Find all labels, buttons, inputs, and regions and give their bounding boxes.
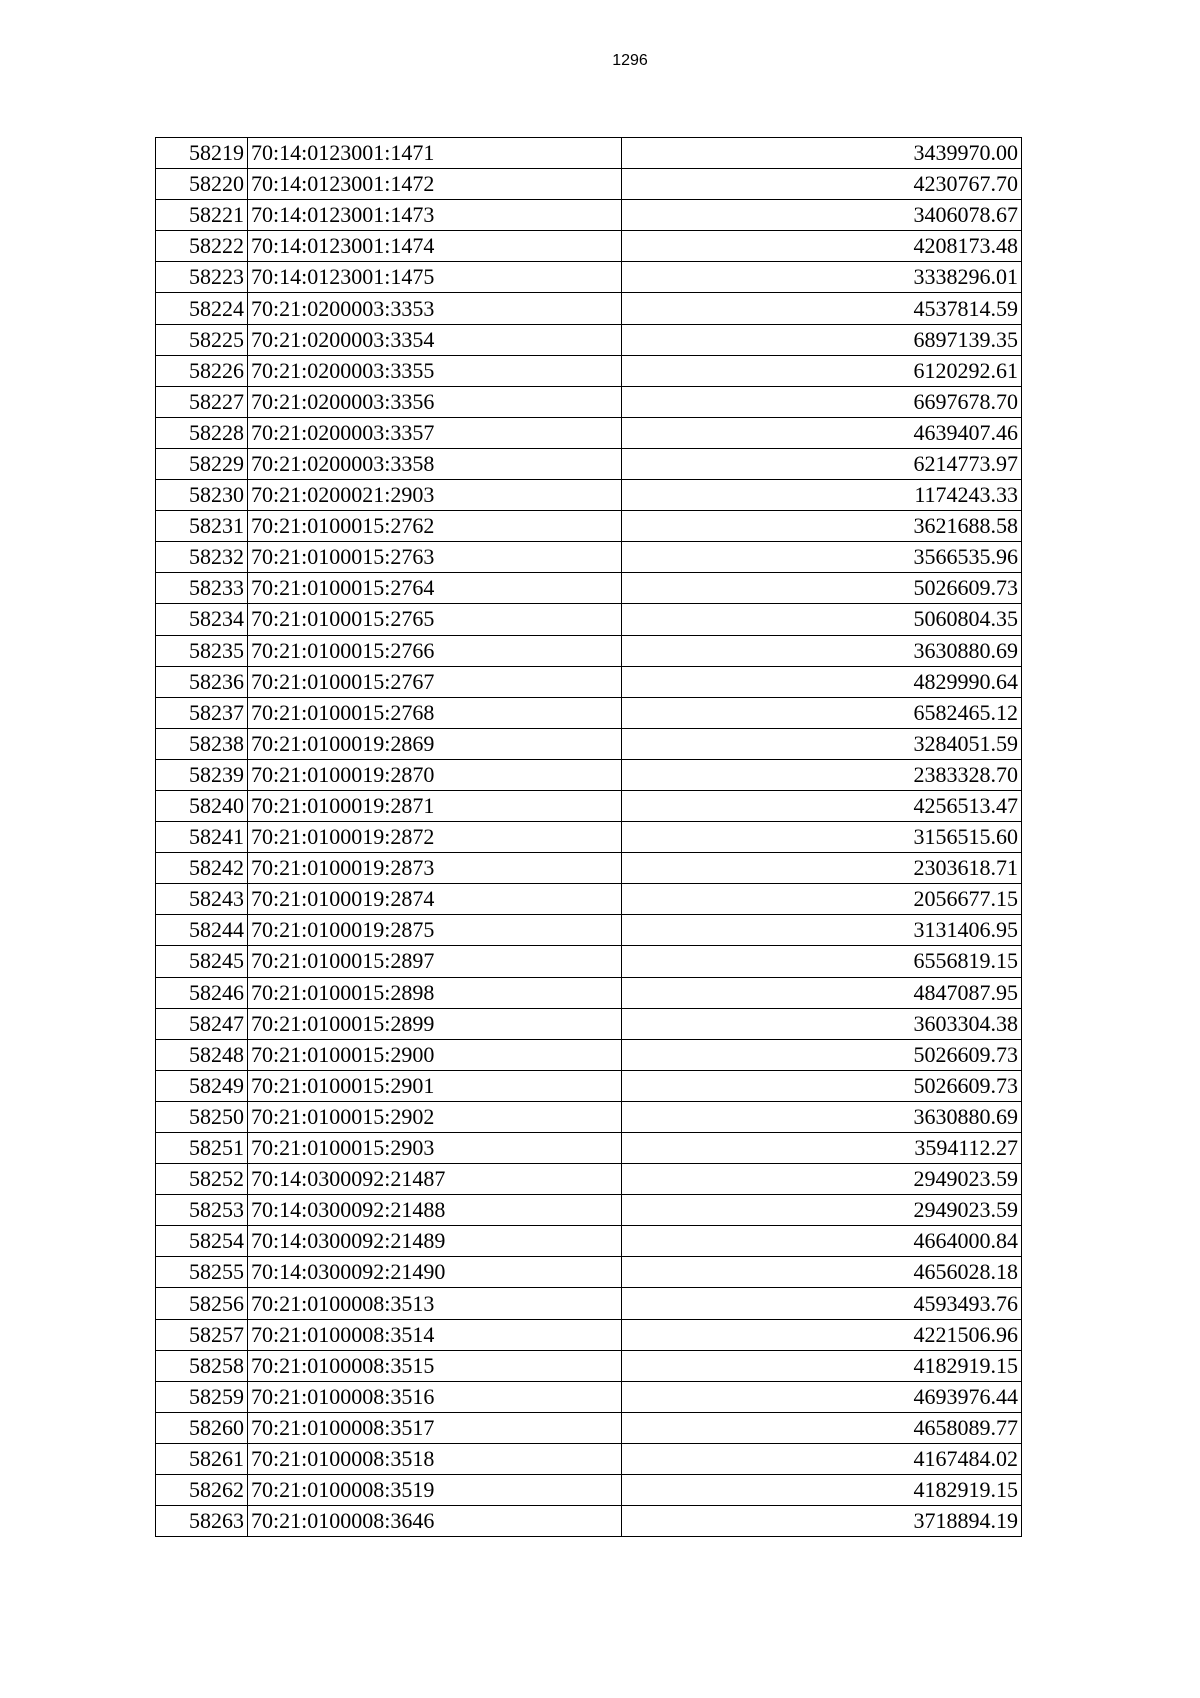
- cadastral-value-table: [155, 137, 1022, 1537]
- table-row: [156, 511, 1022, 542]
- table-row: [156, 1443, 1022, 1474]
- cadastral-number-cell: 70:21:0100015:2766: [248, 635, 622, 666]
- table-row: [156, 697, 1022, 728]
- row-number-cell: 58237: [156, 697, 248, 728]
- table-row: [156, 1381, 1022, 1412]
- cadastral-value-cell: 4182919.15: [622, 1350, 1022, 1381]
- row-number-cell: 58233: [156, 573, 248, 604]
- cadastral-value-cell: 5026609.73: [622, 1039, 1022, 1070]
- table-row: [156, 790, 1022, 821]
- table-row: [156, 1195, 1022, 1226]
- cadastral-number-cell: 70:21:0100019:2872: [248, 822, 622, 853]
- table-row: [156, 666, 1022, 697]
- cadastral-number-cell: 70:21:0100015:2899: [248, 1008, 622, 1039]
- row-number-cell: 58256: [156, 1288, 248, 1319]
- cadastral-value-cell: 2949023.59: [622, 1164, 1022, 1195]
- cadastral-value-cell: 3603304.38: [622, 1008, 1022, 1039]
- cadastral-value-cell: 6556819.15: [622, 946, 1022, 977]
- cadastral-number-cell: 70:21:0100015:2901: [248, 1070, 622, 1101]
- cadastral-value-cell: 1174243.33: [622, 480, 1022, 511]
- cadastral-number-cell: 70:14:0300092:21488: [248, 1195, 622, 1226]
- cadastral-number-cell: 70:21:0100019:2869: [248, 728, 622, 759]
- table-row: [156, 635, 1022, 666]
- table-row: [156, 853, 1022, 884]
- row-number-cell: 58229: [156, 448, 248, 479]
- row-number-cell: 58258: [156, 1350, 248, 1381]
- cadastral-number-cell: 70:21:0100015:2767: [248, 666, 622, 697]
- row-number-cell: 58221: [156, 200, 248, 231]
- row-number-cell: 58230: [156, 480, 248, 511]
- row-number-cell: 58223: [156, 262, 248, 293]
- cadastral-value-cell: 4230767.70: [622, 169, 1022, 200]
- table-row: [156, 1133, 1022, 1164]
- cadastral-value-cell: 2056677.15: [622, 884, 1022, 915]
- row-number-cell: 58220: [156, 169, 248, 200]
- cadastral-number-cell: 70:21:0100015:2764: [248, 573, 622, 604]
- table-row: [156, 1101, 1022, 1132]
- row-number-cell: 58248: [156, 1039, 248, 1070]
- cadastral-number-cell: 70:21:0100019:2871: [248, 790, 622, 821]
- cadastral-number-cell: 70:21:0100015:2768: [248, 697, 622, 728]
- cadastral-value-cell: 4656028.18: [622, 1257, 1022, 1288]
- table-row: [156, 1475, 1022, 1506]
- table-row: [156, 728, 1022, 759]
- table-row: [156, 604, 1022, 635]
- cadastral-number-cell: 70:21:0100015:2902: [248, 1101, 622, 1132]
- cadastral-value-cell: 3621688.58: [622, 511, 1022, 542]
- page-number: 1296: [612, 52, 648, 69]
- cadastral-number-cell: 70:21:0200003:3356: [248, 386, 622, 417]
- row-number-cell: 58232: [156, 542, 248, 573]
- cadastral-value-cell: 4221506.96: [622, 1319, 1022, 1350]
- cadastral-number-cell: 70:21:0200003:3355: [248, 355, 622, 386]
- row-number-cell: 58219: [156, 138, 248, 169]
- table-row: [156, 915, 1022, 946]
- cadastral-number-cell: 70:21:0100008:3646: [248, 1506, 622, 1537]
- cadastral-value-cell: 2949023.59: [622, 1195, 1022, 1226]
- cadastral-number-cell: 70:21:0100015:2763: [248, 542, 622, 573]
- table-row: [156, 324, 1022, 355]
- cadastral-value-cell: 3630880.69: [622, 635, 1022, 666]
- cadastral-number-cell: 70:14:0300092:21489: [248, 1226, 622, 1257]
- cadastral-number-cell: 70:21:0100015:2903: [248, 1133, 622, 1164]
- table-row: [156, 480, 1022, 511]
- cadastral-number-cell: 70:14:0300092:21487: [248, 1164, 622, 1195]
- cadastral-value-cell: 6697678.70: [622, 386, 1022, 417]
- row-number-cell: 58246: [156, 977, 248, 1008]
- cadastral-value-cell: 4256513.47: [622, 790, 1022, 821]
- table-row: [156, 822, 1022, 853]
- cadastral-value-cell: 5060804.35: [622, 604, 1022, 635]
- row-number-cell: 58241: [156, 822, 248, 853]
- cadastral-number-cell: 70:21:0100008:3515: [248, 1350, 622, 1381]
- table-row: [156, 977, 1022, 1008]
- row-number-cell: 58227: [156, 386, 248, 417]
- row-number-cell: 58228: [156, 417, 248, 448]
- cadastral-value-cell: 4537814.59: [622, 293, 1022, 324]
- row-number-cell: 58238: [156, 728, 248, 759]
- cadastral-value-cell: 3131406.95: [622, 915, 1022, 946]
- table-row: [156, 1319, 1022, 1350]
- cadastral-number-cell: 70:21:0200003:3358: [248, 448, 622, 479]
- table-row: [156, 1070, 1022, 1101]
- cadastral-value-cell: 3439970.00: [622, 138, 1022, 169]
- cadastral-number-cell: 70:14:0123001:1471: [248, 138, 622, 169]
- row-number-cell: 58244: [156, 915, 248, 946]
- cadastral-value-cell: 4658089.77: [622, 1412, 1022, 1443]
- cadastral-value-cell: 6120292.61: [622, 355, 1022, 386]
- table-row: [156, 138, 1022, 169]
- row-number-cell: 58225: [156, 324, 248, 355]
- row-number-cell: 58242: [156, 853, 248, 884]
- cadastral-value-cell: 2383328.70: [622, 759, 1022, 790]
- cadastral-number-cell: 70:14:0123001:1473: [248, 200, 622, 231]
- cadastral-number-cell: 70:21:0100019:2875: [248, 915, 622, 946]
- cadastral-number-cell: 70:21:0200003:3353: [248, 293, 622, 324]
- table-row: [156, 542, 1022, 573]
- row-number-cell: 58249: [156, 1070, 248, 1101]
- table-row: [156, 1288, 1022, 1319]
- row-number-cell: 58240: [156, 790, 248, 821]
- table-row: [156, 573, 1022, 604]
- table-row: [156, 293, 1022, 324]
- cadastral-number-cell: 70:21:0200021:2903: [248, 480, 622, 511]
- cadastral-number-cell: 70:21:0100015:2900: [248, 1039, 622, 1070]
- table-row: [156, 169, 1022, 200]
- row-number-cell: 58261: [156, 1443, 248, 1474]
- row-number-cell: 58254: [156, 1226, 248, 1257]
- row-number-cell: 58235: [156, 635, 248, 666]
- row-number-cell: 58259: [156, 1381, 248, 1412]
- table-row: [156, 1506, 1022, 1537]
- cadastral-value-cell: 4664000.84: [622, 1226, 1022, 1257]
- cadastral-value-cell: 4639407.46: [622, 417, 1022, 448]
- table-row: [156, 1008, 1022, 1039]
- cadastral-number-cell: 70:21:0100019:2874: [248, 884, 622, 915]
- row-number-cell: 58262: [156, 1475, 248, 1506]
- cadastral-value-cell: 3284051.59: [622, 728, 1022, 759]
- table-row: [156, 231, 1022, 262]
- cadastral-value-cell: 4167484.02: [622, 1443, 1022, 1474]
- cadastral-value-cell: 3406078.67: [622, 200, 1022, 231]
- cadastral-number-cell: 70:21:0100015:2898: [248, 977, 622, 1008]
- cadastral-value-cell: 4208173.48: [622, 231, 1022, 262]
- table-row: [156, 1039, 1022, 1070]
- row-number-cell: 58226: [156, 355, 248, 386]
- row-number-cell: 58236: [156, 666, 248, 697]
- cadastral-value-cell: 6582465.12: [622, 697, 1022, 728]
- cadastral-number-cell: 70:14:0123001:1474: [248, 231, 622, 262]
- table-row: [156, 759, 1022, 790]
- cadastral-number-cell: 70:21:0200003:3357: [248, 417, 622, 448]
- cadastral-number-cell: 70:21:0100008:3516: [248, 1381, 622, 1412]
- cadastral-number-cell: 70:21:0100008:3513: [248, 1288, 622, 1319]
- cadastral-number-cell: 70:21:0100015:2762: [248, 511, 622, 542]
- row-number-cell: 58257: [156, 1319, 248, 1350]
- cadastral-value-cell: 4829990.64: [622, 666, 1022, 697]
- table-row: [156, 200, 1022, 231]
- cadastral-value-cell: 2303618.71: [622, 853, 1022, 884]
- table-row: [156, 884, 1022, 915]
- cadastral-value-cell: 6897139.35: [622, 324, 1022, 355]
- table-row: [156, 1164, 1022, 1195]
- cadastral-number-cell: 70:14:0123001:1472: [248, 169, 622, 200]
- row-number-cell: 58245: [156, 946, 248, 977]
- cadastral-value-cell: 3566535.96: [622, 542, 1022, 573]
- table-row: [156, 1226, 1022, 1257]
- table-row: [156, 1350, 1022, 1381]
- cadastral-number-cell: 70:14:0300092:21490: [248, 1257, 622, 1288]
- table-row: [156, 386, 1022, 417]
- cadastral-value-cell: 4182919.15: [622, 1475, 1022, 1506]
- cadastral-value-cell: 3338296.01: [622, 262, 1022, 293]
- cadastral-number-cell: 70:21:0100008:3519: [248, 1475, 622, 1506]
- cadastral-value-cell: 5026609.73: [622, 1070, 1022, 1101]
- row-number-cell: 58243: [156, 884, 248, 915]
- cadastral-value-cell: 4847087.95: [622, 977, 1022, 1008]
- row-number-cell: 58253: [156, 1195, 248, 1226]
- row-number-cell: 58260: [156, 1412, 248, 1443]
- cadastral-value-cell: 3594112.27: [622, 1133, 1022, 1164]
- row-number-cell: 58234: [156, 604, 248, 635]
- cadastral-value-cell: 4593493.76: [622, 1288, 1022, 1319]
- row-number-cell: 58251: [156, 1133, 248, 1164]
- cadastral-value-cell: 3156515.60: [622, 822, 1022, 853]
- cadastral-number-cell: 70:21:0100015:2765: [248, 604, 622, 635]
- row-number-cell: 58252: [156, 1164, 248, 1195]
- cadastral-value-cell: 3630880.69: [622, 1101, 1022, 1132]
- cadastral-number-cell: 70:21:0100008:3517: [248, 1412, 622, 1443]
- table-row: [156, 262, 1022, 293]
- row-number-cell: 58263: [156, 1506, 248, 1537]
- row-number-cell: 58250: [156, 1101, 248, 1132]
- cadastral-number-cell: 70:21:0100015:2897: [248, 946, 622, 977]
- row-number-cell: 58255: [156, 1257, 248, 1288]
- cadastral-number-cell: 70:21:0100019:2870: [248, 759, 622, 790]
- row-number-cell: 58239: [156, 759, 248, 790]
- table-row: [156, 1257, 1022, 1288]
- row-number-cell: 58222: [156, 231, 248, 262]
- row-number-cell: 58231: [156, 511, 248, 542]
- cadastral-value-cell: 6214773.97: [622, 448, 1022, 479]
- cadastral-value-cell: 3718894.19: [622, 1506, 1022, 1537]
- table-row: [156, 355, 1022, 386]
- cadastral-value-cell: 4693976.44: [622, 1381, 1022, 1412]
- table-row: [156, 417, 1022, 448]
- cadastral-number-cell: 70:21:0200003:3354: [248, 324, 622, 355]
- table-body: [156, 138, 1022, 1537]
- cadastral-number-cell: 70:21:0100008:3514: [248, 1319, 622, 1350]
- cadastral-number-cell: 70:21:0100019:2873: [248, 853, 622, 884]
- cadastral-value-cell: 5026609.73: [622, 573, 1022, 604]
- table-row: [156, 448, 1022, 479]
- table-row: [156, 1412, 1022, 1443]
- row-number-cell: 58247: [156, 1008, 248, 1039]
- cadastral-number-cell: 70:21:0100008:3518: [248, 1443, 622, 1474]
- cadastral-number-cell: 70:14:0123001:1475: [248, 262, 622, 293]
- row-number-cell: 58224: [156, 293, 248, 324]
- table-row: [156, 946, 1022, 977]
